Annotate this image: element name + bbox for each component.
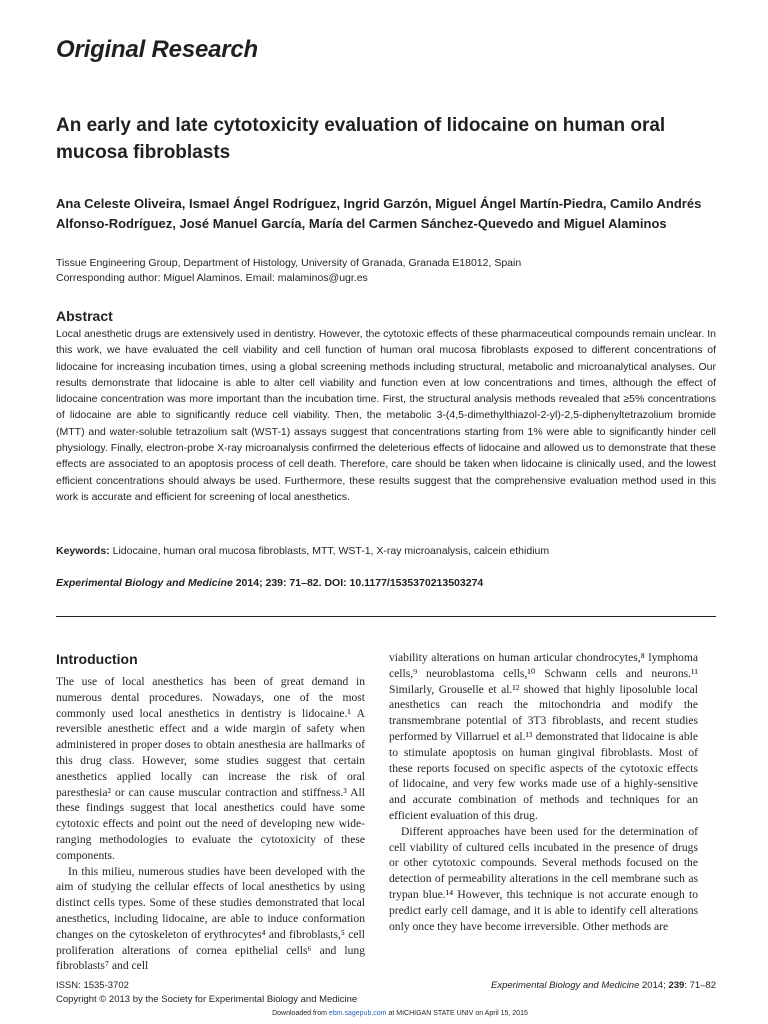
- download-prefix: Downloaded from: [272, 1010, 329, 1017]
- section-divider: [56, 616, 716, 617]
- affiliation-block: [56, 256, 716, 286]
- issn: ISSN: 1535-3702: [56, 980, 129, 991]
- introduction-heading: Introduction: [56, 651, 138, 667]
- citation-details: 2014; 239: 71–82. DOI: 10.1177/1535370213503274: [232, 577, 484, 589]
- body-paragraph: viability alterations on human articular chondrocytes,⁸ lymphoma cells,⁹ neuroblastoma cells,¹⁰ Schwann cells and neurons.¹¹ Similarly, Grouselle et al.¹² showed that highly liposoluble local anesthetics can reach the mitochondria and modify the transmembrane potential of 3T3 fibroblasts, and recent studies performed by Villarruel et al.¹³ demonstrated that lidocaine is able to stimulate apoptosis on human gingival fibroblasts. Most of these reports focused on specific aspects of the cytotoxic effects of lidocaine, and very few works made use of a highly-sensitive and accurate combination of methods and techniques for an efficient evaluation of this drug.: [389, 651, 698, 822]
- body-paragraph: Different approaches have been used for the determination of cell viability of cultured cells incubated in the presence of drugs or other cytotoxic compounds. Several methods focused on the detection of permeability alterations in the cell membrane such as trypan blue.¹⁴ However, this technique is not accurate enough to predict early cell damage, and it is able to identify cell alterations only once they have become irreversible. Other methods are: [389, 824, 698, 933]
- copyright: Copyright © 2013 by the Society for Experimental Biology and Medicine: [56, 994, 358, 1005]
- article-page: [56, 0, 716, 1024]
- download-link[interactable]: ebm.sagepub.com: [328, 1010, 387, 1017]
- keywords-value: Lidocaine, human oral mucosa fibroblasts, MTT, WST-1, X-ray microanalysis, calcein ethidium: [112, 545, 550, 557]
- abstract-text: Local anesthetic drugs are extensively used in dentistry. However, the cytotoxic effects of these pharmaceutical compounds remain unclear. In this work, we have evaluated the cell viability and cell function of human oral mucosa fibroblasts exposed to different concentrations of lidocaine for increasing incubation times, using a global screening methods including structural, metabolic and microanalytical analyses. Our results demonstrate that lidocaine is able to alter cell viability and function even at low concentrations and times, although the effect of lidocaine concentration was more important than the incubation time. First, the structural analysis methods revealed that ≥5% concentrations of lidocaine are able to significantly reduce cell viability. Then, the metabolic 3-(4,5-dimethylthiazol-2-yl)-2,5-diphenyltetrazolium bromide (MTT) and water-soluble tetrazolium salt (WST-1) assays suggest that concentrations starting from 1% were able to significantly hinder cell physiology. Finally, electron-probe X-ray microanalysis confirmed the deleterious effects of lidocaine and allowed us to demonstrate that these effects are associated to an apoptosis process of cell death. Therefore, care should be taken when lidocaine is clinically used, and the lowest efficient concentrations should always be used. Furthermore, these results suggest that the comprehensive evaluation method used in this work is accurate and efficient for screening of local anesthetics.: [56, 328, 716, 503]
- footer-pages: : 71–82: [684, 980, 716, 991]
- footer-citation: [491, 979, 716, 993]
- citation-line: [56, 576, 716, 591]
- body-column-left: [56, 650, 365, 974]
- abstract-heading: Abstract: [56, 308, 113, 324]
- keywords-label: Keywords:: [56, 545, 110, 557]
- body-column-right: [389, 650, 698, 934]
- footer-year: 2014;: [639, 980, 669, 991]
- section-label: Original Research: [56, 36, 259, 63]
- article-title: An early and late cytotoxicity evaluation of lidocaine on human oral mucosa fibroblasts: [56, 115, 666, 163]
- author-list: Ana Celeste Oliveira, Ismael Ángel Rodríguez, Ingrid Garzón, Miguel Ángel Martín-Piedra, Camilo Andrés Alfonso-Rodríguez, José Manuel García, María del Carmen Sánchez-Quevedo and Miguel Alaminos: [56, 196, 702, 231]
- citation-journal: Experimental Biology and Medicine: [56, 577, 233, 589]
- keywords-line: [56, 544, 716, 559]
- body-paragraph: The use of local anesthetics has been of great demand in numerous dental procedures. Nowadays, one of the most commonly used local anesthetics in dentistry is lidocaine.¹ A reversible anesthetic effect and a wide margin of safety when administered in proper doses to obtain anesthesia are hallmarks of this drug class. However, some studies suggest that certain anesthetics applied locally can increase the risk of oral paresthesia² or can cause muscular contraction and stiffness.³ All these findings suggest that local anesthetics could have some cytotoxic effects and point out the need of developing new wide-ranging methodologies to evaluate the cytotoxicity of these components.: [56, 675, 365, 862]
- footer-volume: 239: [668, 980, 685, 991]
- download-notice: [200, 1009, 600, 1018]
- affiliation: Tissue Engineering Group, Department of Histology, University of Granada, Granada E18012, Spain: [56, 257, 522, 269]
- download-suffix: at MICHIGAN STATE UNIV on April 15, 2015: [386, 1010, 528, 1017]
- body-paragraph: In this milieu, numerous studies have been developed with the aim of studying the cellular effects of local anesthetics by using distinct cells types. Some of these studies demonstrated that local anesthetics, including lidocaine, are able to induce conformation changes on the cytoskeleton of erythrocytes⁴ and fibroblasts,⁵ cell proliferation alterations of cornea epithelial cells⁶ and lung fibroblasts⁷ and cell: [56, 864, 365, 973]
- footer-journal: Experimental Biology and Medicine: [490, 980, 640, 991]
- corresponding-author: Corresponding author: Miguel Alaminos. Email: malaminos@ugr.es: [56, 272, 368, 284]
- footer-left: [56, 979, 357, 1007]
